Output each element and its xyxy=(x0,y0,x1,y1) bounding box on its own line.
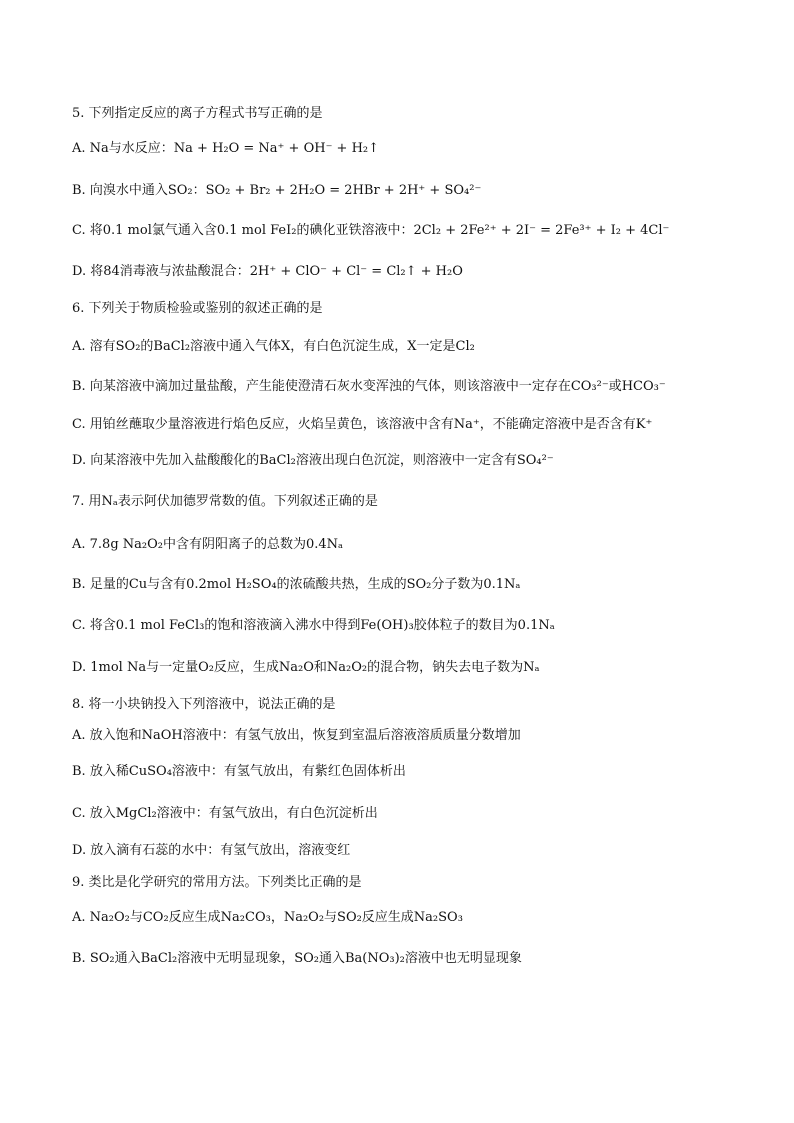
q6-option-d[interactable]: D. 向某溶液中先加入盐酸酸化的BaCl₂溶液出现白色沉淀，则溶液中一定含有SO₄²⁻ xyxy=(72,453,554,468)
q5-option-c-label: C. 将0.1 mol氯气通入含0.1 mol FeI₂的碘化亚铁溶液中： xyxy=(72,223,414,238)
q5-option-a[interactable] xyxy=(72,140,379,158)
q7-option-b[interactable]: B. 足量的Cu与含有0.2mol H₂SO₄的浓硫酸共热，生成的SO₂分子数为0.1Nₐ xyxy=(72,577,521,592)
q6-stem: 6. 下列关于物质检验或鉴别的叙述正确的是 xyxy=(72,301,323,316)
q9-option-a[interactable]: A. Na₂O₂与CO₂反应生成Na₂CO₃，Na₂O₂与SO₂反应生成Na₂SO₃ xyxy=(72,910,463,925)
q5-option-c[interactable] xyxy=(72,222,669,240)
q7-option-c[interactable]: C. 将含0.1 mol FeCl₃的饱和溶液滴入沸水中得到Fe(OH)₃胶体粒子的数目为0.1Nₐ xyxy=(72,618,555,633)
q8-option-a[interactable]: A. 放入饱和NaOH溶液中：有氢气放出，恢复到室温后溶液溶质质量分数增加 xyxy=(72,728,521,743)
q5-option-b[interactable] xyxy=(72,182,481,200)
q5-option-d-equation: 2H⁺ + ClO⁻ + Cl⁻ = Cl₂↑ + H₂O xyxy=(249,264,463,279)
q5-option-d-label: D. 将84消毒液与浓盐酸混合： xyxy=(72,264,250,279)
q7-option-a[interactable]: A. 7.8g Na₂O₂中含有阴阳离子的总数为0.4Nₐ xyxy=(72,537,344,552)
q5-option-d[interactable] xyxy=(72,263,463,281)
q5-option-a-equation: Na + H₂O = Na⁺ + OH⁻ + H₂↑ xyxy=(173,141,380,156)
q9-option-b[interactable]: B. SO₂通入BaCl₂溶液中无明显现象，SO₂通入Ba(NO₃)₂溶液中也无明显现象 xyxy=(72,951,522,966)
q5-option-a-label: A. Na与水反应： xyxy=(72,141,174,156)
q5-stem: 5. 下列指定反应的离子方程式书写正确的是 xyxy=(72,106,323,121)
q6-option-a[interactable]: A. 溶有SO₂的BaCl₂溶液中通入气体X，有白色沉淀生成，X一定是Cl₂ xyxy=(72,339,475,354)
q7-stem: 7. 用Nₐ表示阿伏加德罗常数的值。下列叙述正确的是 xyxy=(72,494,378,509)
q8-option-d[interactable]: D. 放入滴有石蕊的水中：有氢气放出，溶液变红 xyxy=(72,843,351,858)
q6-option-b[interactable]: B. 向某溶液中滴加过量盐酸，产生能使澄清石灰水变浑浊的气体，则该溶液中一定存在CO₃²⁻或HCO₃⁻ xyxy=(72,379,666,394)
q9-stem: 9. 类比是化学研究的常用方法。下列类比正确的是 xyxy=(72,875,362,890)
q6-option-c[interactable]: C. 用铂丝蘸取少量溶液进行焰色反应，火焰呈黄色，该溶液中含有Na⁺，不能确定溶液中是否含有K⁺ xyxy=(72,417,653,432)
q5-option-b-label: B. 向溴水中通入SO₂： xyxy=(72,183,206,198)
q7-option-d[interactable]: D. 1mol Na与一定量O₂反应，生成Na₂O和Na₂O₂的混合物，钠失去电子数为Nₐ xyxy=(72,660,540,675)
q8-option-b[interactable]: B. 放入稀CuSO₄溶液中：有氢气放出，有紫红色固体析出 xyxy=(72,764,406,779)
q5-option-c-equation: 2Cl₂ + 2Fe²⁺ + 2I⁻ = 2Fe³⁺ + I₂ + 4Cl⁻ xyxy=(413,223,670,238)
q5-option-b-equation: SO₂ + Br₂ + 2H₂O = 2HBr + 2H⁺ + SO₄²⁻ xyxy=(205,183,482,198)
q8-option-c[interactable]: C. 放入MgCl₂溶液中：有氢气放出，有白色沉淀析出 xyxy=(72,806,378,821)
q8-stem: 8. 将一小块钠投入下列溶液中，说法正确的是 xyxy=(72,697,336,712)
